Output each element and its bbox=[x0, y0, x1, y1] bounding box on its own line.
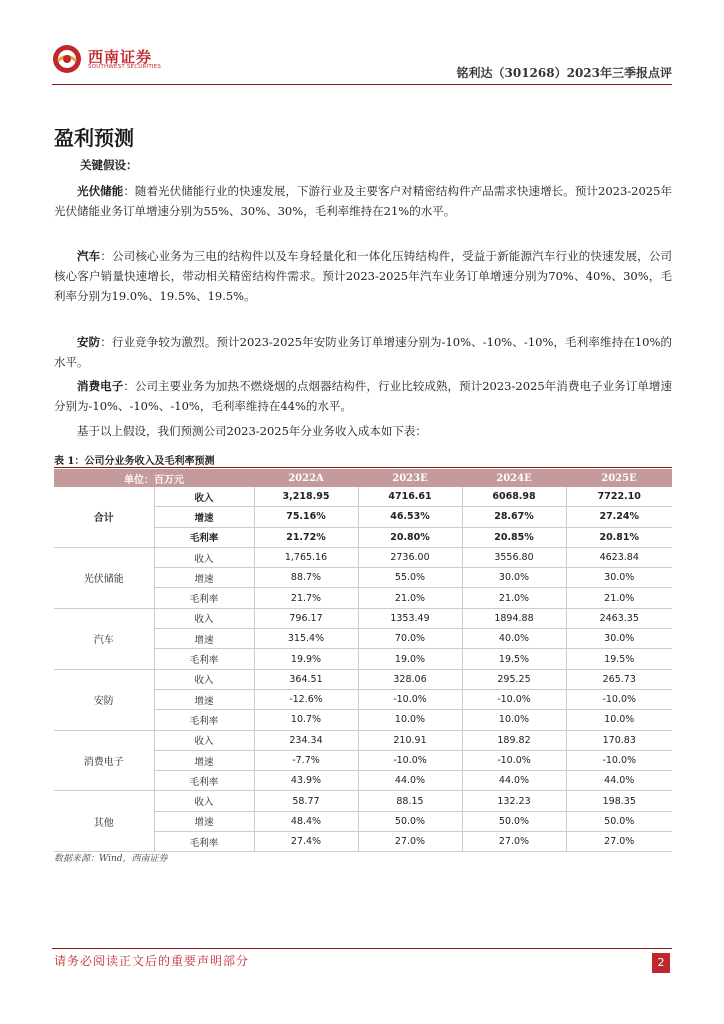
table-cell: 50.0% bbox=[566, 811, 672, 831]
logo-subtitle: SOUTHWEST SECURITIES bbox=[88, 64, 162, 70]
table-cell: 58.77 bbox=[254, 791, 358, 811]
metric-label: 毛利率 bbox=[154, 771, 254, 791]
table-cell: 88.7% bbox=[254, 568, 358, 588]
table-row bbox=[54, 730, 672, 750]
metric-label: 收入 bbox=[154, 791, 254, 811]
forecast-table bbox=[54, 469, 672, 852]
table-cell: 265.73 bbox=[566, 669, 672, 689]
table-cell: 132.23 bbox=[462, 791, 566, 811]
paragraph-conclusion: 基于以上假设，我们预测公司2023-2025年分业务收入成本如下表： bbox=[77, 424, 427, 438]
table-cell: 46.53% bbox=[358, 507, 462, 527]
section-title: 盈利预测 bbox=[54, 126, 134, 150]
table-cell: 796.17 bbox=[254, 608, 358, 628]
paragraph-auto bbox=[54, 246, 672, 306]
table-cell: 21.0% bbox=[358, 588, 462, 608]
metric-label: 收入 bbox=[154, 487, 254, 507]
group-label: 消费电子 bbox=[54, 730, 154, 791]
logo-mark-icon bbox=[52, 44, 82, 74]
table-cell: 44.0% bbox=[462, 771, 566, 791]
table-cell: 19.0% bbox=[358, 649, 462, 669]
metric-label: 毛利率 bbox=[154, 649, 254, 669]
pv-text: ：随着光伏储能行业的快速发展，下游行业及主要客户对精密结构件产品需求快速增长。预计2023-2025年光伏储能业务订单增速分别为55%、30%、30%，毛利率维持在21%的水平。 bbox=[54, 184, 672, 218]
group-label: 安防 bbox=[54, 669, 154, 730]
table-cell: 7722.10 bbox=[566, 487, 672, 507]
page-number: 2 bbox=[652, 953, 670, 973]
table-cell: 27.24% bbox=[566, 507, 672, 527]
table-cell: 19.5% bbox=[462, 649, 566, 669]
table-cell: 30.0% bbox=[462, 568, 566, 588]
table-cell: 48.4% bbox=[254, 811, 358, 831]
group-label: 汽车 bbox=[54, 608, 154, 669]
table-cell: -10.0% bbox=[462, 689, 566, 709]
table-cell: 40.0% bbox=[462, 629, 566, 649]
paragraph-security bbox=[54, 332, 672, 372]
table-cell: 4716.61 bbox=[358, 487, 462, 507]
metric-label: 增速 bbox=[154, 811, 254, 831]
table-cell: 295.25 bbox=[462, 669, 566, 689]
table-cell: 10.0% bbox=[462, 710, 566, 730]
table-cell: -10.0% bbox=[566, 750, 672, 770]
table-cell: 210.91 bbox=[358, 730, 462, 750]
table-cell: 20.80% bbox=[358, 527, 462, 547]
table-cell: 10.7% bbox=[254, 710, 358, 730]
table-cell: 4623.84 bbox=[566, 547, 672, 567]
metric-label: 增速 bbox=[154, 568, 254, 588]
table-cell: 21.72% bbox=[254, 527, 358, 547]
table-cell: 50.0% bbox=[462, 811, 566, 831]
table-cell: 19.5% bbox=[566, 649, 672, 669]
metric-label: 毛利率 bbox=[154, 710, 254, 730]
table-cell: 44.0% bbox=[358, 771, 462, 791]
assumptions-heading: 关键假设： bbox=[80, 158, 138, 172]
table-cell: 21.0% bbox=[462, 588, 566, 608]
data-source: 数据来源：Wind，西南证券 bbox=[54, 854, 168, 864]
table-cell: 364.51 bbox=[254, 669, 358, 689]
table-cell: 20.85% bbox=[462, 527, 566, 547]
col-header-2024: 2024E bbox=[462, 469, 566, 487]
header-divider bbox=[52, 84, 672, 85]
table-cell: 1894.88 bbox=[462, 608, 566, 628]
table-cell: -7.7% bbox=[254, 750, 358, 770]
table-header-row bbox=[54, 469, 672, 487]
table-cell: 1,765.16 bbox=[254, 547, 358, 567]
table-cell: 55.0% bbox=[358, 568, 462, 588]
metric-label: 收入 bbox=[154, 547, 254, 567]
report-title: 铭利达（301268）2023年三季报点评 bbox=[456, 66, 672, 80]
table-cell: 27.0% bbox=[462, 832, 566, 852]
table-cell: 50.0% bbox=[358, 811, 462, 831]
unit-header: 单位：百万元 bbox=[54, 469, 254, 487]
table-cell: -12.6% bbox=[254, 689, 358, 709]
auto-text: ：公司核心业务为三电的结构件以及车身轻量化和一体化压铸结构件，受益于新能源汽车行业的快速发展，公司核心客户销量快速增长，带动相关精密结构件需求。预计2023-2025年汽车业务订单增速分别为70%、40%、30%，毛利率分别为19.0%、19.5%、19.5%。 bbox=[54, 249, 672, 303]
metric-label: 增速 bbox=[154, 689, 254, 709]
table-cell: 43.9% bbox=[254, 771, 358, 791]
table-cell: 2463.35 bbox=[566, 608, 672, 628]
logo-name: 西南证券 bbox=[88, 48, 153, 66]
metric-label: 收入 bbox=[154, 669, 254, 689]
metric-label: 增速 bbox=[154, 750, 254, 770]
table-cell: 75.16% bbox=[254, 507, 358, 527]
company-logo bbox=[52, 44, 212, 74]
table-cell: 70.0% bbox=[358, 629, 462, 649]
paragraph-consumer bbox=[54, 376, 672, 416]
paragraph-pv bbox=[54, 181, 672, 221]
table-cell: 1353.49 bbox=[358, 608, 462, 628]
consumer-label: 消费电子 bbox=[77, 379, 124, 393]
table-cell: 3,218.95 bbox=[254, 487, 358, 507]
table-body bbox=[54, 487, 672, 852]
table-cell: 44.0% bbox=[566, 771, 672, 791]
consumer-text: ：公司主要业务为加热不燃烧烟的点烟器结构件，行业比较成熟，预计2023-2025年消费电子业务订单增速分别为-10%、-10%、-10%，毛利率维持在44%的水平。 bbox=[54, 379, 672, 413]
table-row bbox=[54, 669, 672, 689]
table-cell: 198.35 bbox=[566, 791, 672, 811]
table-cell: 10.0% bbox=[358, 710, 462, 730]
table-cell: -10.0% bbox=[358, 750, 462, 770]
table-cell: 234.34 bbox=[254, 730, 358, 750]
table-cell: 30.0% bbox=[566, 629, 672, 649]
table-cell: 20.81% bbox=[566, 527, 672, 547]
table-cell: 21.0% bbox=[566, 588, 672, 608]
table-cell: 328.06 bbox=[358, 669, 462, 689]
metric-label: 增速 bbox=[154, 507, 254, 527]
table-cell: 170.83 bbox=[566, 730, 672, 750]
group-label: 其他 bbox=[54, 791, 154, 852]
table-cell: -10.0% bbox=[358, 689, 462, 709]
group-label: 合计 bbox=[54, 487, 154, 547]
table-cell: 10.0% bbox=[566, 710, 672, 730]
table-cell: 27.0% bbox=[566, 832, 672, 852]
table-cell: 3556.80 bbox=[462, 547, 566, 567]
group-label: 光伏储能 bbox=[54, 547, 154, 608]
table-cell: 27.0% bbox=[358, 832, 462, 852]
col-header-2023: 2023E bbox=[358, 469, 462, 487]
table-cell: 2736.00 bbox=[358, 547, 462, 567]
metric-label: 毛利率 bbox=[154, 832, 254, 852]
table-row bbox=[54, 487, 672, 507]
security-text: ：行业竞争较为激烈。预计2023-2025年安防业务订单增速分别为-10%、-10%、-10%，毛利率维持在10%的水平。 bbox=[54, 335, 672, 369]
table-row bbox=[54, 547, 672, 567]
table-cell: 19.9% bbox=[254, 649, 358, 669]
table-cell: 88.15 bbox=[358, 791, 462, 811]
table-cell: 28.67% bbox=[462, 507, 566, 527]
page-header bbox=[0, 0, 724, 90]
metric-label: 收入 bbox=[154, 730, 254, 750]
metric-label: 增速 bbox=[154, 629, 254, 649]
footer-divider bbox=[52, 948, 672, 949]
metric-label: 毛利率 bbox=[154, 527, 254, 547]
table-cell: -10.0% bbox=[462, 750, 566, 770]
table-row bbox=[54, 791, 672, 811]
col-header-2025: 2025E bbox=[566, 469, 672, 487]
table-cell: 315.4% bbox=[254, 629, 358, 649]
table-title: 表 1：公司分业务收入及毛利率预测 bbox=[54, 456, 215, 467]
table-top-rule bbox=[54, 467, 672, 468]
col-header-2022: 2022A bbox=[254, 469, 358, 487]
table-cell: 27.4% bbox=[254, 832, 358, 852]
table-cell: 6068.98 bbox=[462, 487, 566, 507]
footer-disclaimer: 请务必阅读正文后的重要声明部分 bbox=[54, 954, 250, 968]
security-label: 安防 bbox=[77, 335, 101, 349]
auto-label: 汽车 bbox=[77, 249, 101, 263]
table-cell: -10.0% bbox=[566, 689, 672, 709]
metric-label: 毛利率 bbox=[154, 588, 254, 608]
table-row bbox=[54, 608, 672, 628]
table-cell: 21.7% bbox=[254, 588, 358, 608]
table-cell: 30.0% bbox=[566, 568, 672, 588]
table-cell: 189.82 bbox=[462, 730, 566, 750]
metric-label: 收入 bbox=[154, 608, 254, 628]
pv-label: 光伏储能 bbox=[77, 184, 124, 198]
